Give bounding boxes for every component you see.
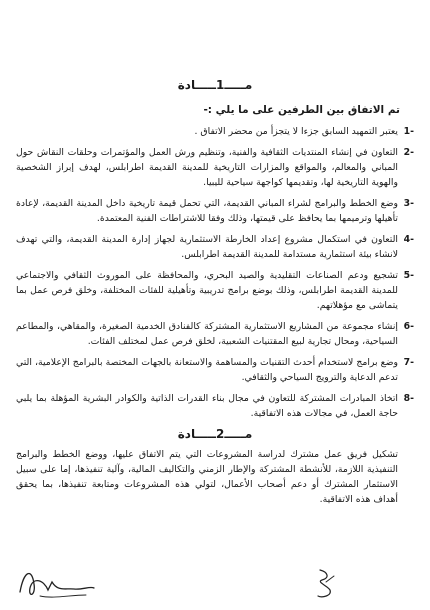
clause-text: اتخاذ المبادرات المشتركة للتعاون في مجال بناء القدرات الذاتية والكوادر البشرية المؤهلة بما يلبي حاجة العمل، في مجالات هذه الاتفاقية.	[16, 393, 398, 419]
clause-text: تشجيع ودعم الصناعات التقليدية والصيد البحري، والمحافظة على الموروث الثقافي والاجتماعي للمدينة القديمة اطرابلس، وذلك بوضع برامج تدريبية وتأهيلية للفئات المختلفة، وخلق فرص عمل بما يتماشى مع مؤهلاتهم.	[16, 270, 398, 311]
clause-item	[16, 196, 414, 226]
clause-text: التعاون في إنشاء المنتديات الثقافية والفنية، وتنظيم ورش العمل والمؤتمرات وحلقات النقاش حول المباني والمعالم، والمواقع والمزارات التاريخية للمدينة القديمة اطرابلس، لهدف إبراز الشخصية والهوية التاريخية لها، وتقديمها كواجهة سياحية لليبيا.	[16, 147, 398, 188]
clause-item	[16, 124, 414, 139]
clause-number: -1	[403, 126, 414, 137]
article-1-title: مـــــ1ـــــادة	[177, 78, 253, 92]
signature-right	[312, 566, 340, 602]
article-2-title: مـــــ2ـــــادة	[177, 427, 253, 441]
clause-number: -7	[403, 357, 414, 368]
clause-number: -2	[403, 147, 414, 158]
clause-item	[16, 355, 414, 385]
clause-text: وضع برامج لاستخدام أحدث التقنيات والمساهمة والاستعانة بالجهات المختصة بالبرامج الإعلامية، التي تدعم الدعاية والترويج السياحي والثقافي.	[16, 357, 398, 383]
clause-item	[16, 232, 414, 262]
clause-text: إنشاء مجموعة من المشاريع الاستثمارية المشتركة كالفنادق الخدمية الصغيرة، والمقاهي، والمطاعم السياحية، ومحال تجارية لبيع المقتنيات الشعبية، لخلق فرص عمل لمختلف الفئات.	[16, 321, 398, 347]
signature-left	[14, 562, 98, 602]
clause-item	[16, 268, 414, 313]
clause-number: -5	[403, 270, 414, 281]
clause-number: -6	[403, 321, 414, 332]
clause-text: يعتبر التمهيد السابق جزءا لا يتجزأ من محضر الاتفاق .	[194, 126, 398, 137]
clause-item	[16, 391, 414, 421]
clause-number: -3	[403, 198, 414, 209]
clause-list	[16, 124, 414, 421]
article-2-body: تشكيل فريق عمل مشترك لدراسة المشروعات التي يتم الاتفاق عليها، ووضع الخطط والبرامج التنفيذية اللازمة، للأنشطة المشتركة والإطار الزمني والتكاليف المالية، وآلية تنفيذها، إما على سبيل الاستثمار المشترك أو دعم أصحاب الأعمال، لتولي هذه المشروعات ومتابعة تنفيذها، بما يحقق أهداف هذه الاتفاقية.	[16, 449, 398, 505]
clause-item	[16, 145, 414, 190]
clause-number: -8	[403, 393, 414, 404]
clause-item	[16, 319, 414, 349]
clause-number: -4	[403, 234, 414, 245]
clause-text: التعاون في استكمال مشروع إعداد الخارطة الاستثمارية لجهاز إدارة المدينة القديمة، والتي تهدف لانشاء بيئة استثمارية مستدامة للمدينة القديمة اطرابلس.	[16, 234, 398, 260]
article-1-intro: تم الاتفاق بين الطرفين على ما يلي :-	[203, 104, 400, 116]
clause-text: وضع الخطط والبرامج لشراء المباني القديمة، التي تحمل قيمة تاريخية داخل المدينة القديمة، لإعادة تأهيلها وترميمها بما يحافظ على قيمتها، وذلك وفقا للاشتراطات الفنية المعتمدة.	[16, 198, 398, 224]
